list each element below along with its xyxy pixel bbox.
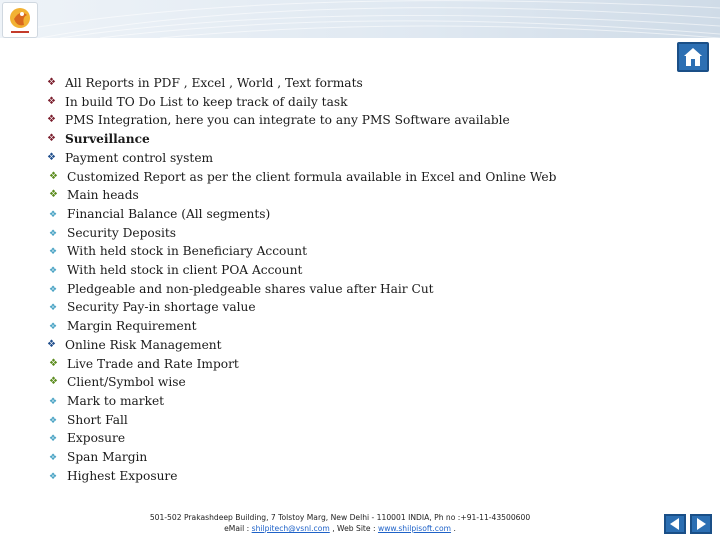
diamond-bullet-icon: ❖: [47, 77, 56, 88]
list-item: [47, 242, 667, 261]
list-item: [47, 224, 667, 243]
list-item-text: Surveillance: [65, 132, 150, 147]
list-item-text: Security Pay-in shortage value: [67, 300, 256, 315]
list-item: [47, 261, 667, 280]
sub-bullet-list: [47, 392, 667, 486]
list-item: [47, 448, 667, 467]
list-item: [47, 336, 667, 486]
list-item: [47, 149, 667, 336]
list-item-text: Financial Balance (All segments): [67, 206, 271, 221]
footer-contact: [80, 523, 600, 534]
email-link[interactable]: shilpitech@vsnl.com: [251, 524, 330, 533]
list-item: [47, 355, 667, 374]
list-item: [47, 205, 667, 224]
arrow-right-icon: [694, 517, 708, 531]
list-item: [47, 130, 667, 485]
list-item-text: Payment control system: [65, 150, 214, 165]
list-item-text: Live Trade and Rate Import: [67, 356, 239, 371]
list-item-text: Customized Report as per the client formula available in Excel and Online Web: [67, 169, 557, 184]
diamond-bullet-icon: ❖: [47, 338, 56, 350]
website-label: , Web Site :: [332, 524, 376, 533]
diamond-bullet-icon: ❖: [47, 133, 56, 145]
list-item-text: With held stock in Beneficiary Account: [67, 244, 307, 259]
diamond-bullet-icon: ❖: [49, 209, 58, 220]
email-label: eMail :: [224, 524, 250, 533]
list-item: [47, 317, 667, 336]
diamond-bullet-icon: ❖: [49, 228, 58, 239]
diamond-bullet-icon: ❖: [49, 322, 58, 333]
list-item: [47, 392, 667, 411]
list-item-text: Highest Exposure: [67, 468, 178, 483]
header-band: [0, 0, 720, 38]
list-item: [47, 111, 667, 130]
list-item: [47, 429, 667, 448]
footer: [80, 512, 600, 534]
list-item: [47, 74, 667, 93]
list-item-text: Exposure: [67, 431, 126, 446]
diamond-bullet-icon: ❖: [49, 170, 58, 182]
list-item-text: Security Deposits: [67, 225, 177, 240]
list-item: [47, 467, 667, 486]
list-item-text: Pledgeable and non-pledgeable shares value after Hair Cut: [67, 281, 434, 296]
list-item: [47, 411, 667, 430]
diamond-bullet-icon: ❖: [49, 266, 58, 277]
diamond-bullet-icon: ❖: [49, 357, 58, 369]
logo-icon: [2, 2, 38, 38]
diamond-bullet-icon: ❖: [49, 284, 58, 295]
diamond-bullet-icon: ❖: [47, 151, 56, 163]
main-bullet-list: [47, 74, 667, 485]
list-item-text: With held stock in client POA Account: [67, 263, 303, 278]
diamond-bullet-icon: ❖: [49, 376, 58, 388]
diamond-bullet-icon: ❖: [47, 95, 56, 107]
list-item-text: PMS Integration, here you can integrate to any PMS Software available: [65, 113, 510, 128]
list-item-text: All Reports in PDF , Excel , World , Text formats: [65, 76, 363, 90]
list-item-text: Main heads: [67, 188, 139, 203]
list-item-text: Short Fall: [67, 412, 128, 427]
list-item-text: Margin Requirement: [67, 319, 197, 334]
sub-bullet-list: [47, 168, 667, 336]
website-link[interactable]: www.shilpisoft.com: [377, 524, 452, 533]
arrow-left-icon: [668, 517, 682, 531]
footer-end: .: [453, 524, 456, 533]
diamond-bullet-icon: ❖: [49, 303, 58, 314]
diamond-bullet-icon: ❖: [49, 434, 58, 445]
home-button[interactable]: [677, 42, 709, 72]
diamond-bullet-icon: ❖: [49, 415, 58, 426]
diamond-bullet-icon: ❖: [49, 453, 58, 464]
list-item-text: Mark to market: [67, 393, 165, 408]
list-item-text: Online Risk Management: [65, 337, 222, 352]
list-item-text: Span Margin: [67, 450, 148, 465]
list-item-text: In build TO Do List to keep track of daily task: [65, 94, 348, 109]
sub-bullet-list: [47, 149, 667, 486]
header-decoration: [0, 0, 720, 38]
diamond-bullet-icon: ❖: [49, 189, 58, 201]
diamond-bullet-icon: ❖: [47, 114, 56, 126]
list-item: [47, 280, 667, 299]
list-item: [47, 298, 667, 317]
diamond-bullet-icon: ❖: [49, 471, 58, 482]
diamond-bullet-icon: ❖: [49, 247, 58, 258]
home-icon: [682, 46, 704, 68]
list-item: [47, 373, 667, 485]
bullet-content: [47, 74, 667, 485]
sub-bullet-list: [47, 355, 667, 486]
list-item: [47, 93, 667, 112]
next-slide-button[interactable]: [690, 514, 712, 534]
list-item: [47, 168, 667, 187]
list-item-text: Client/Symbol wise: [67, 375, 186, 390]
previous-slide-button[interactable]: [664, 514, 686, 534]
list-item: [47, 186, 667, 336]
sub-bullet-list: [47, 205, 667, 336]
diamond-bullet-icon: ❖: [49, 396, 58, 407]
footer-address: 501-502 Prakashdeep Building, 7 Tolstoy Marg, New Delhi - 110001 INDIA, Ph no :+91-11-43500600: [149, 513, 531, 522]
